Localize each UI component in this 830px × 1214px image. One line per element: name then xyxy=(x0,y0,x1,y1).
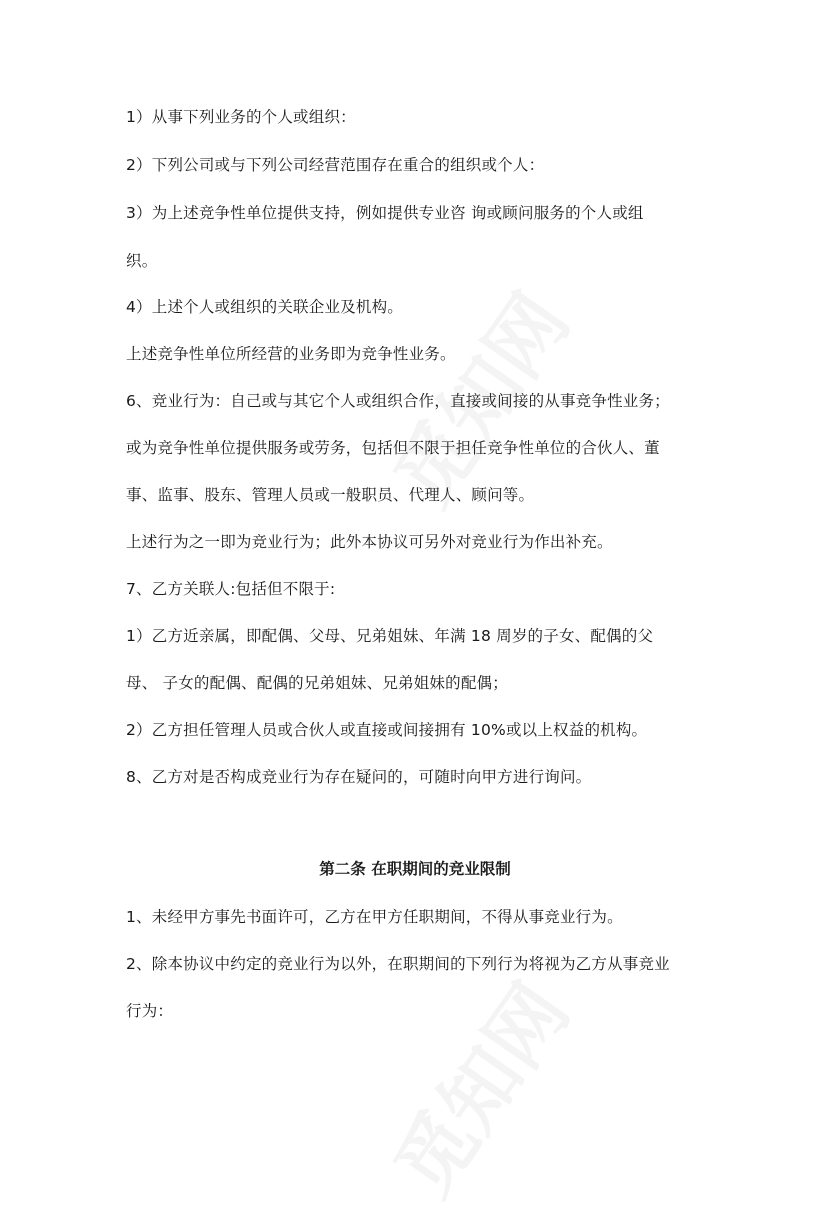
paragraph-line: 1、未经甲方事先书面许可，乙方在甲方任职期间，不得从事竞业行为。 xyxy=(126,908,623,926)
paragraph-line: 1）乙方近亲属，即配偶、父母、兄弟姐妹、年满 18 周岁的子女、配偶的父 xyxy=(126,627,654,645)
paragraph-line: 上述行为之一即为竞业行为；此外本协议可另外对竞业行为作出补充。 xyxy=(126,533,613,551)
paragraph-line: 2、除本协议中约定的竞业行为以外，在职期间的下列行为将视为乙方从事竞业 xyxy=(126,955,670,973)
paragraph-line: 6、竞业行为：自己或与其它个人或组织合作，直接或间接的从事竞争性业务； xyxy=(126,392,670,410)
section-heading: 第二条 在职期间的竞业限制 xyxy=(319,860,511,878)
paragraph-line: 行为： xyxy=(126,1002,174,1020)
watermark xyxy=(364,958,590,1214)
paragraph-line: 事、监事、股东、管理人员或一般职员、代理人、顾问等。 xyxy=(126,486,535,504)
paragraph-line: 上述竞争性单位所经营的业务即为竞争性业务。 xyxy=(126,345,456,363)
paragraph-line: 织。 xyxy=(126,252,158,270)
paragraph-line: 2）下列公司或与下列公司经营范围存在重合的组织或个人： xyxy=(126,156,545,174)
paragraph-line: 母、 子女的配偶、配偶的兄弟姐妹、兄弟姐妹的配偶； xyxy=(126,674,508,692)
paragraph-line: 7、乙方关联人:包括但不限于: xyxy=(126,580,336,598)
paragraph-line: 或为竞争性单位提供服务或劳务，包括但不限于担任竞争性单位的合伙人、董 xyxy=(126,439,660,457)
paragraph-line: 2）乙方担任管理人员或合伙人或直接或间接拥有 10%或以上权益的机构。 xyxy=(126,721,648,739)
paragraph-line: 8、乙方对是否构成竞业行为存在疑问的，可随时向甲方进行询问。 xyxy=(126,768,592,786)
paragraph-line: 4）上述个人或组织的关联企业及机构。 xyxy=(126,298,403,316)
paragraph-line: 1）从事下列业务的个人或组织： xyxy=(126,108,356,126)
paragraph-line: 3）为上述竞争性单位提供支持，例如提供专业咨 询或顾问服务的个人或组 xyxy=(126,204,644,222)
